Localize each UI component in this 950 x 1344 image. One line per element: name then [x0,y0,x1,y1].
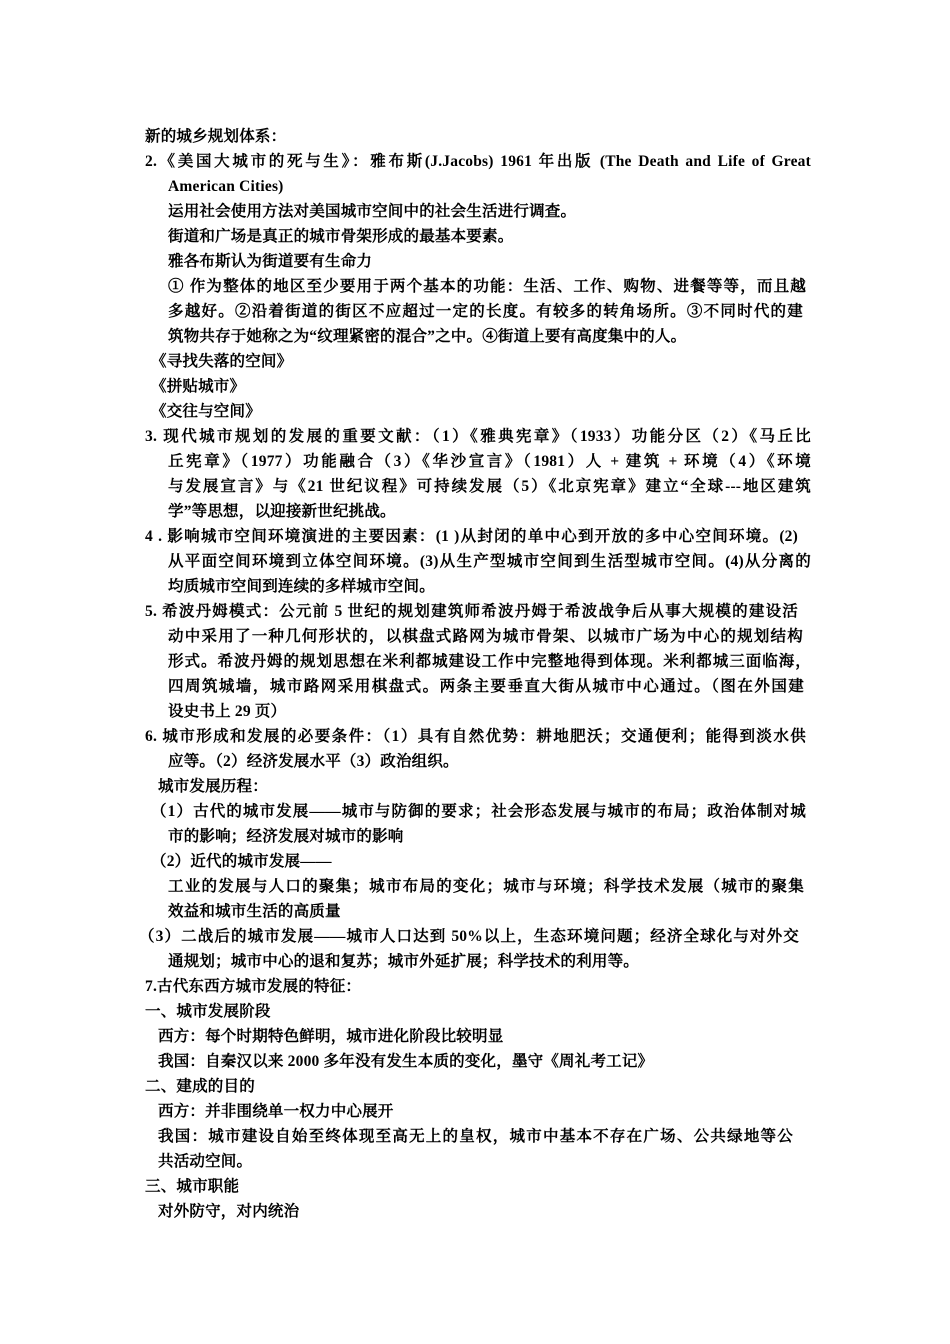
item-2-text: 多越好。②沿着街道的街区不应超过一定的长度。有较多的转角场所。③不同时代的建 [168,303,803,320]
item-4-text: 4 . 影响城市空间环境演进的主要因素：(1 )从封闭的单中心到开放的多中心空间环境。(2) [145,528,798,545]
item-5-text: 形式。希波丹姆的规划思想在米利都城建设工作中完整地得到体现。米利都城三面临海， [168,653,811,670]
item-6-text: 应等。（2）经济发展水平（3）政治组织。 [168,753,459,770]
history-text: 工业的发展与人口的聚集；城市布局的变化；城市与环境；科学技术发展（城市的聚集 [168,878,804,895]
history-text: （2）近代的城市发展—— [151,853,332,870]
item-2-title: 2.《美国大城市的死与生》：雅布斯(J.Jacobs) 1961 年出版 (The Death and Life of Great [145,153,811,170]
section-text: 对外防守，对内统治 [158,1203,300,1220]
item-3-text: 学”等思想，以迎接新世纪挑战。 [168,503,396,520]
history-text: 效益和城市生活的高质量 [168,903,341,920]
book-title: 《拼贴城市》 [151,378,246,395]
item-7-title: 7.古代东西方城市发展的特征： [145,978,362,995]
subheading-city-history: 城市发展历程： [158,778,268,795]
section-heading: 三、城市职能 [145,1178,240,1195]
item-3-text: 丘宪章》（1977）功能融合（3）《华沙宣言》（1981）人 + 建筑 + 环境（4）《环境 [168,453,811,470]
item-5-text: 四周筑城墙，城市路网采用棋盘式。两条主要垂直大街从城市中心通过。（图在外国建 [168,678,804,695]
heading-planning-system: 新的城乡规划体系： [145,128,287,145]
item-2-text: 街道和广场是真正的城市骨架形成的最基本要素。 [168,228,514,245]
section-text: 共活动空间。 [158,1153,253,1170]
item-5-text: 设史书上 29 页） [168,703,287,720]
book-title: 《寻找失落的空间》 [151,353,293,370]
item-6-text: 6. 城市形成和发展的必要条件：（1）具有自然优势：耕地肥沃；交通便利；能得到淡水供 [145,728,806,745]
item-2-text: ① 作为整体的地区至少要用于两个基本的功能：生活、工作、购物、进餐等等，而且越 [168,278,806,295]
section-heading: 一、城市发展阶段 [145,1003,271,1020]
item-2-title-cont: American Cities) [168,178,284,195]
item-3-text: 与发展宣言》与《21 世纪议程》可持续发展（5）《北京宪章》建立“全球---地区建筑 [168,478,811,495]
item-2-text: 雅各布斯认为街道要有生命力 [168,253,373,270]
history-text: 通规划；城市中心的退和复苏；城市外延扩展；科学技术的利用等。 [168,953,640,970]
book-title: 《交往与空间》 [151,403,261,420]
item-3-text: 3. 现代城市规划的发展的重要文献：（1）《雅典宪章》（1933）功能分区（2）《马丘比 [145,428,811,445]
item-2-text: 运用社会使用方法对美国城市空间中的社会生活进行调查。 [168,203,577,220]
item-5-text: 5. 希波丹姆模式：公元前 5 世纪的规划建筑师希波丹姆于希波战争后从事大规模的建设活 [145,603,798,620]
item-4-text: 从平面空间环境到立体空间环境。(3)从生产型城市空间到生活型城市空间。(4)从分离的 [168,553,811,570]
item-2-text: 筑物共存于她称之为“纹理紧密的混合”之中。④街道上要有高度集中的人。 [168,328,687,345]
history-text: （1）古代的城市发展——城市与防御的要求；社会形态发展与城市的布局；政治体制对城 [151,803,806,820]
history-text: （3）二战后的城市发展——城市人口达到 50%以上，生态环境问题；经济全球化与对外交 [139,928,799,945]
item-4-text: 均质城市空间到连续的多样城市空间。 [168,578,435,595]
section-text: 我国：自秦汉以来 2000 多年没有发生本质的变化，墨守《周礼考工记》 [158,1053,654,1070]
history-text: 市的影响；经济发展对城市的影响 [168,828,404,845]
item-5-text: 动中采用了一种几何形状的，以棋盘式路网为城市骨架、以城市广场为中心的规划结构 [168,628,803,645]
section-heading: 二、建成的目的 [145,1078,255,1095]
section-text: 西方：并非围绕单一权力中心展开 [158,1103,394,1120]
section-text: 我国：城市建设自始至终体现至高无上的皇权，城市中基本不存在广场、公共绿地等公 [158,1128,793,1145]
section-text: 西方：每个时期特色鲜明，城市进化阶段比较明显 [158,1028,504,1045]
